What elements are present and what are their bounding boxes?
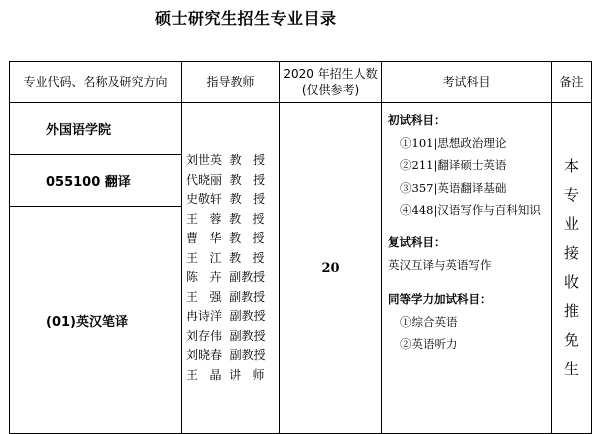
header-program: 专业代码、名称及研究方向 — [10, 62, 182, 103]
major-name: 055100 翻译 — [10, 155, 182, 207]
initial-exam-title: 初试科目： — [388, 113, 446, 127]
advisor-item: 刘世英 教 授 — [186, 153, 266, 167]
quota-value: 20 — [280, 103, 382, 434]
header-remarks: 备注 — [552, 62, 592, 103]
retest-exam-item: 英汉互译与英语写作 — [388, 257, 492, 272]
advisor-list — [182, 103, 280, 434]
header-quota: 2020 年招生人数(仅供参考) — [280, 62, 382, 103]
advisor-item: 王 江 教 授 — [186, 250, 265, 265]
equal-level-exam-title: 同等学力加试科目： — [388, 292, 492, 306]
advisor-item: 刘晓春 副教授 — [186, 348, 266, 362]
table-header-row — [10, 62, 592, 103]
equal-level-exam-item: ①综合英语 — [400, 314, 458, 329]
initial-exam-item: ①101|思想政治理论 — [400, 135, 507, 150]
header-advisors: 指导教师 — [182, 62, 280, 103]
remarks-cell — [552, 103, 592, 434]
program-catalog-table — [9, 61, 592, 434]
table-row — [10, 103, 592, 155]
header-exam: 考试科目 — [382, 62, 552, 103]
school-name: 外国语学院 — [10, 103, 182, 155]
research-direction: (01)英汉笔译 — [10, 207, 182, 434]
advisor-item: 陈 卉 副教授 — [186, 270, 266, 284]
exam-subjects — [382, 103, 552, 434]
advisor-item: 曹 华 教 授 — [186, 231, 265, 245]
advisor-item: 史敬轩 教 授 — [186, 192, 266, 206]
initial-exam-item: ④448|汉语写作与百科知识 — [400, 203, 541, 217]
initial-exam-item: ②211|翻译硕士英语 — [400, 158, 507, 172]
advisor-item: 王 强 副教授 — [186, 289, 266, 304]
initial-exam-item: ③357|英语翻译基础 — [400, 180, 507, 195]
advisor-item: 王 晶 讲 师 — [186, 367, 265, 382]
advisor-item: 刘存伟 副教授 — [186, 328, 266, 343]
page-title: 硕士研究生招生专业目录 — [155, 9, 337, 28]
remarks-text: 本专业接收推免生 — [564, 157, 580, 378]
advisor-item: 代晓丽 教 授 — [186, 172, 266, 187]
advisor-item: 王 蓉 教 授 — [186, 211, 265, 226]
equal-level-exam-item: ②英语听力 — [400, 337, 458, 351]
advisor-item: 冉诗洋 副教授 — [186, 309, 266, 323]
retest-exam-title: 复试科目： — [388, 235, 446, 249]
